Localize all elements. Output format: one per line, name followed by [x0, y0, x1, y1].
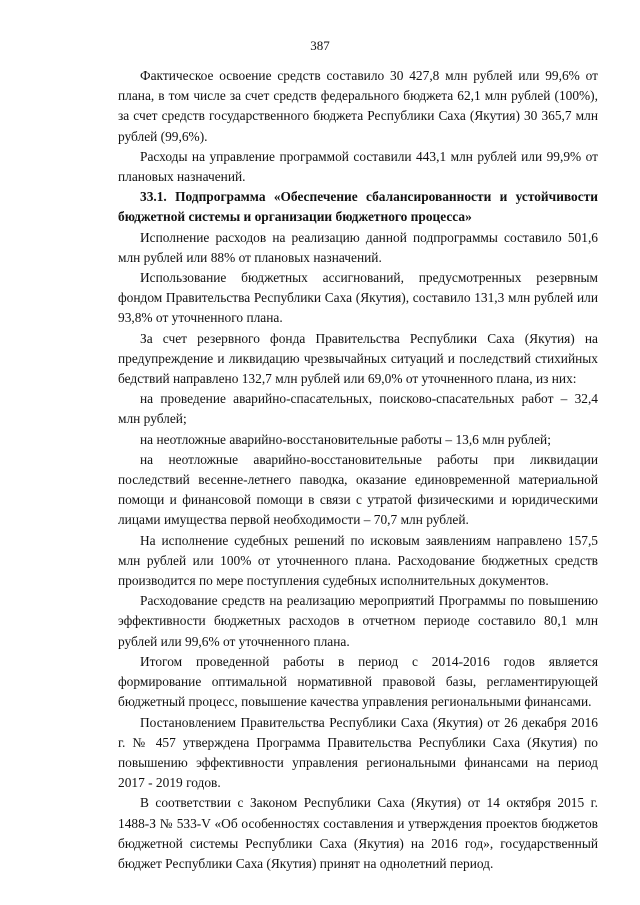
page-number: 387	[310, 38, 330, 53]
paragraph-results-2014-2016: Итогом проведенной работы в период с 2014-2016 годов является формирование оптимальной нормативной правовой базы, регламентирующей бюджетный процесс, повышение качества управления региональными финансами.	[118, 653, 598, 710]
paragraph-budget-law: В соответствии с Законом Республики Саха (Якутия) от 14 октября 2015 г. 1488-З № 533-V «Об особенностях составления и утверждения проектов бюджетов бюджетной системы Республики Саха (Якутия) на 2016 год», государственный бюджет Республики Саха (Якутия) принят на однолетний период.	[118, 795, 598, 871]
document-body	[118, 66, 598, 874]
section-heading: 33.1. Подпрограмма «Обеспечение сбалансированности и устойчивости бюджетной системы и организации бюджетного процесса»	[118, 189, 598, 225]
paragraph-resolution-457: Постановлением Правительства Республики Саха (Якутия) от 26 декабря 2016 г. № 457 утверждена Программа Правительства Республики Саха (Якутия) по повышению эффективности управления региональными финансами на период 2017 - 2019 годов.	[118, 714, 598, 791]
paragraph-court-decisions: На исполнение судебных решений по исковым заявлениям направлено 157,5 млн рублей или 100% от уточненного плана. Расходование бюджетных средств производится по мере поступления судебных исполнительных документов.	[118, 532, 598, 589]
paragraph-efficiency-program: Расходование средств на реализацию мероприятий Программы по повышению эффективности бюджетных расходов в отчетном периоде составило 80,1 млн рублей или 99,6% от уточненного плана.	[118, 593, 598, 649]
paragraph-reserve-fund-usage: Использование бюджетных ассигнований, предусмотренных резервным фондом Правительства Республики Саха (Якутия), составило 131,3 млн рублей или 93,8% от уточненного плана.	[118, 270, 598, 326]
list-item-restoration-works: на неотложные аварийно-восстановительные работы – 13,6 млн рублей;	[140, 431, 551, 447]
paragraph-management-costs: Расходы на управление программой составили 443,1 млн рублей или 99,9% от плановых назначений.	[118, 148, 598, 185]
paragraph-actual-spending: Фактическое освоение средств составило 30 427,8 млн рублей или 99,6% от плана, в том числе за счет средств федерального бюджета 62,1 млн рублей (100%), за счет средств государственного бюджета Республики Саха (Якутия) 30 365,7 млн рублей (99,6%).	[118, 68, 598, 144]
list-item-flood-aid: на неотложные аварийно-восстановительные работы при ликвидации последствий весенне-летнего паводка, оказание единовременной материальной помощи и финансовой помощи в связи с утратой физическими и юридическими лицами имущества первой необходимости – 70,7 млн рублей.	[118, 451, 598, 528]
paragraph-subprogram-execution: Исполнение расходов на реализацию данной подпрограммы составило 501,6 млн рублей или 88% от плановых назначений.	[118, 229, 598, 265]
list-item-rescue-works: на проведение аварийно-спасательных, поисково-спасательных работ – 32,4 млн рублей;	[118, 391, 598, 427]
paragraph-emergency-funding: За счет резервного фонда Правительства Республики Саха (Якутия) на предупреждение и ликвидацию чрезвычайных ситуаций и последствий стихийных бедствий направлено 132,7 млн рублей или 69,0% от уточненного плана, из них:	[118, 330, 598, 387]
